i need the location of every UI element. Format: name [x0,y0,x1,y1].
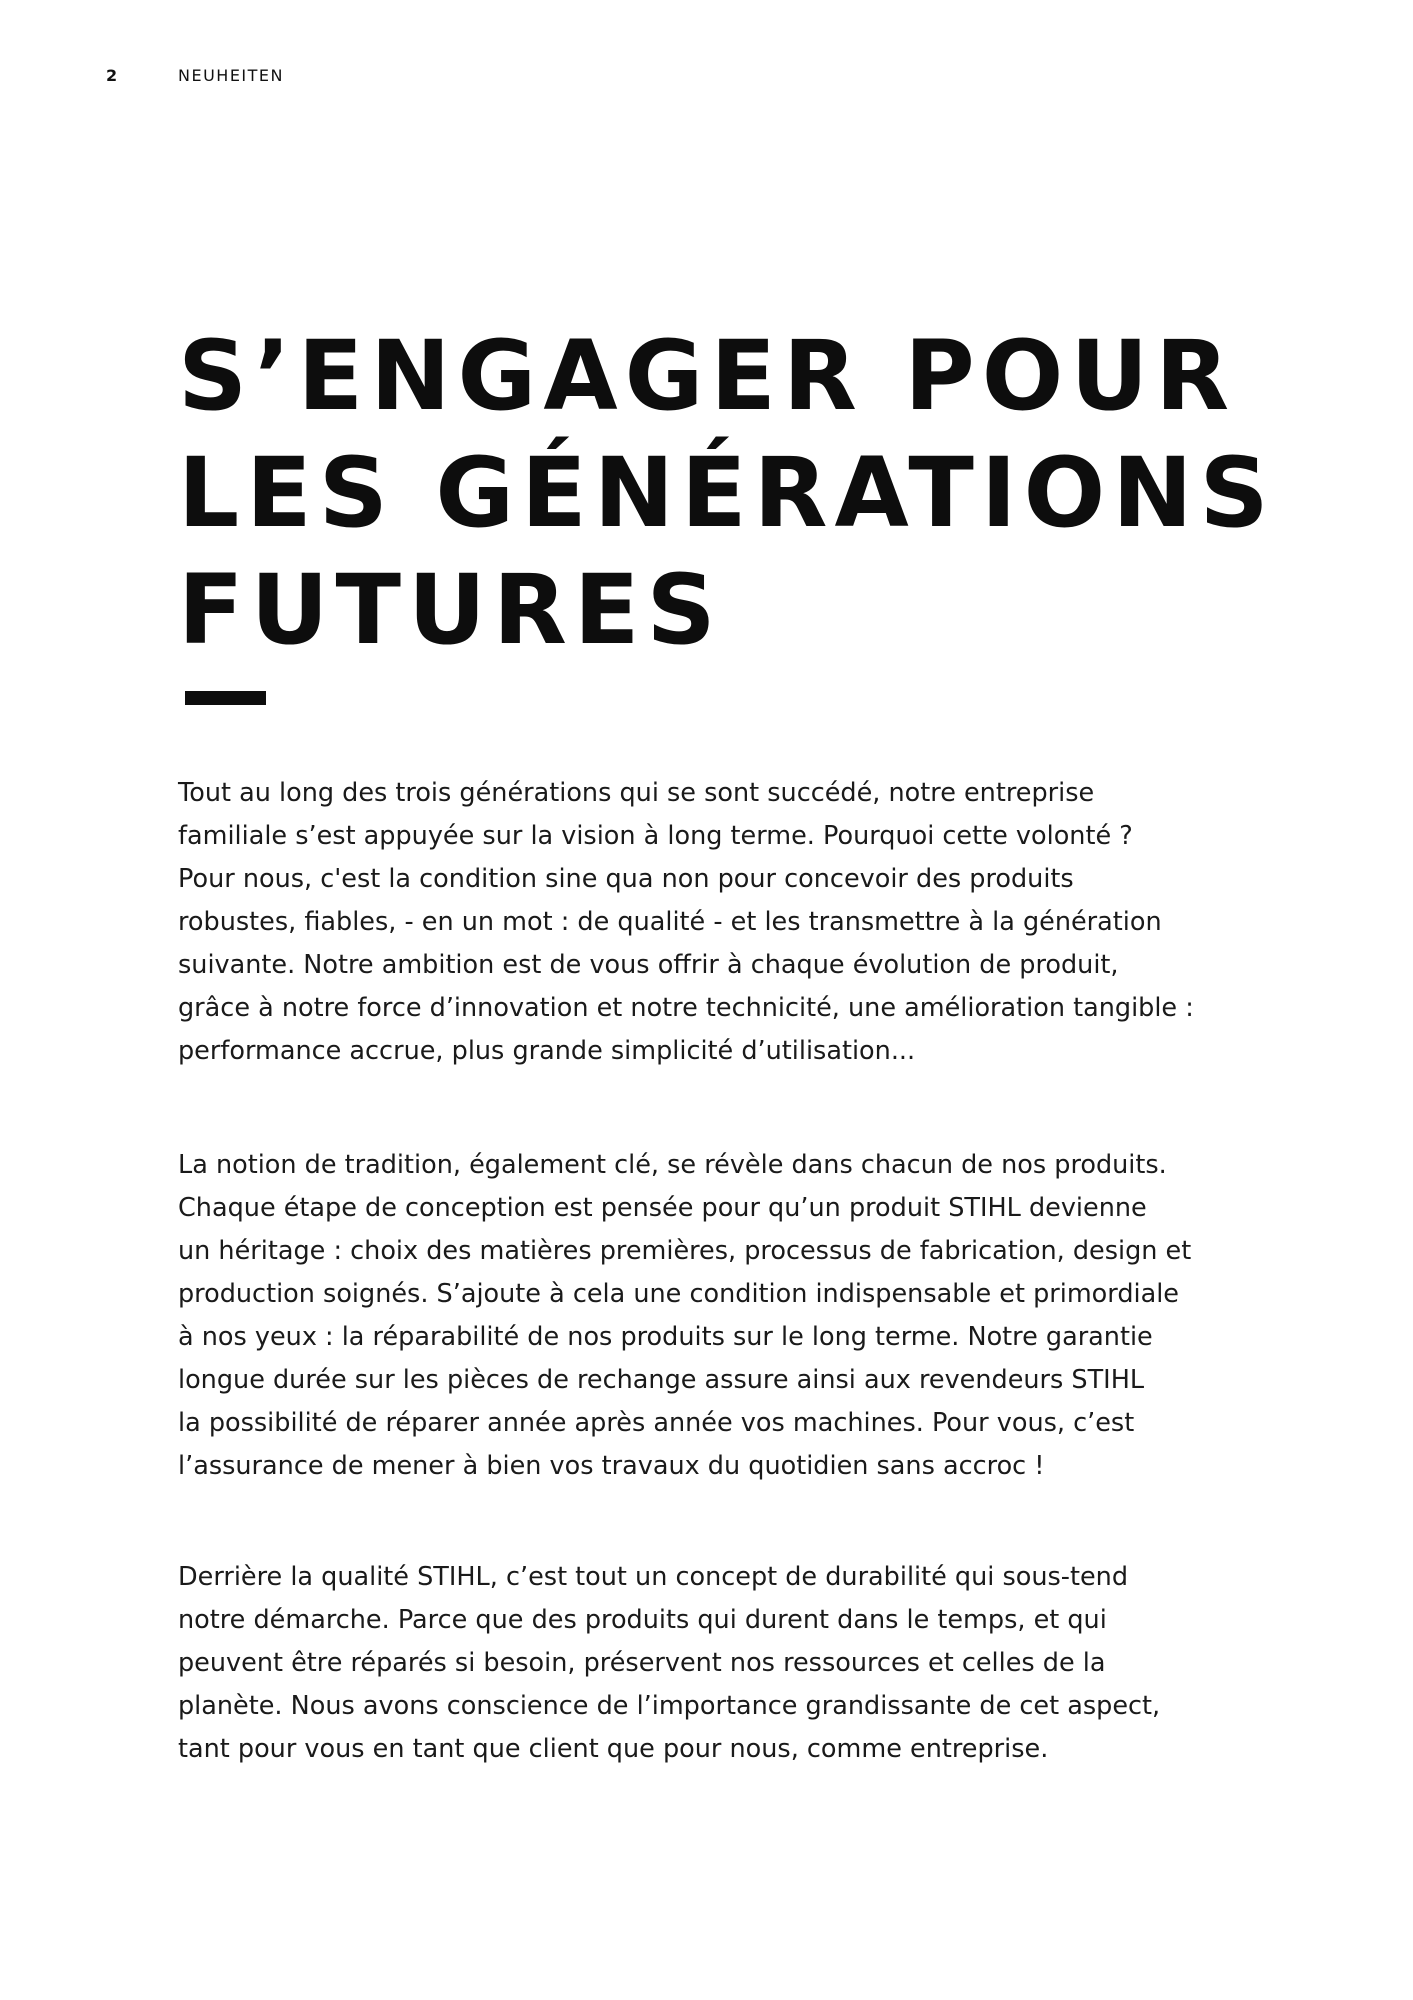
text-line: Pour nous, c'est la condition sine qua non pour concevoir des produits [178,864,1074,894]
title-line: FUTURES [178,554,723,666]
text-line: grâce à notre force d’innovation et notre technicité, une amélioration tangible : [178,993,1194,1023]
body-paragraph-1 [178,772,1228,1073]
body-paragraph-3 [178,1556,1228,1771]
page-header [106,66,284,85]
text-line: Derrière la qualité STIHL, c’est tout un concept de durabilité qui sous-tend [178,1562,1129,1592]
text-line: Chaque étape de conception est pensée pour qu’un produit STIHL devienne [178,1193,1147,1223]
title-line: S’ENGAGER POUR [178,320,1237,432]
text-line: familiale s’est appuyée sur la vision à long terme. Pourquoi cette volonté ? [178,821,1133,851]
text-line: Tout au long des trois générations qui se sont succédé, notre entreprise [178,778,1095,808]
text-line: un héritage : choix des matières premières, processus de fabrication, design et [178,1236,1192,1266]
text-line: peuvent être réparés si besoin, préservent nos ressources et celles de la [178,1648,1106,1678]
text-line: à nos yeux : la réparabilité de nos produits sur le long terme. Notre garantie [178,1322,1153,1352]
text-line: suivante. Notre ambition est de vous offrir à chaque évolution de produit, [178,950,1119,980]
text-line: production soignés. S’ajoute à cela une condition indispensable et primordiale [178,1279,1179,1309]
text-line: longue durée sur les pièces de rechange assure ainsi aux revendeurs STIHL [178,1365,1145,1395]
text-line: tant pour vous en tant que client que pour nous, comme entreprise. [178,1734,1049,1764]
title-underline-divider [185,691,266,705]
section-label: NEUHEITEN [178,66,284,85]
text-line: notre démarche. Parce que des produits qui durent dans le temps, et qui [178,1605,1107,1635]
text-line: robustes, fiables, - en un mot : de qualité - et les transmettre à la génération [178,907,1162,937]
text-line: l’assurance de mener à bien vos travaux du quotidien sans accroc ! [178,1451,1045,1481]
body-paragraph-2 [178,1144,1228,1488]
page-number: 2 [106,66,118,85]
text-line: la possibilité de réparer année après année vos machines. Pour vous, c’est [178,1408,1135,1438]
title-line: LES GÉNÉRATIONS [178,437,1276,549]
text-line: planète. Nous avons conscience de l’importance grandissante de cet aspect, [178,1691,1161,1721]
text-line: performance accrue, plus grande simplicité d’utilisation... [178,1036,916,1066]
text-line: La notion de tradition, également clé, se révèle dans chacun de nos produits. [178,1150,1167,1180]
page-title [178,318,1328,669]
